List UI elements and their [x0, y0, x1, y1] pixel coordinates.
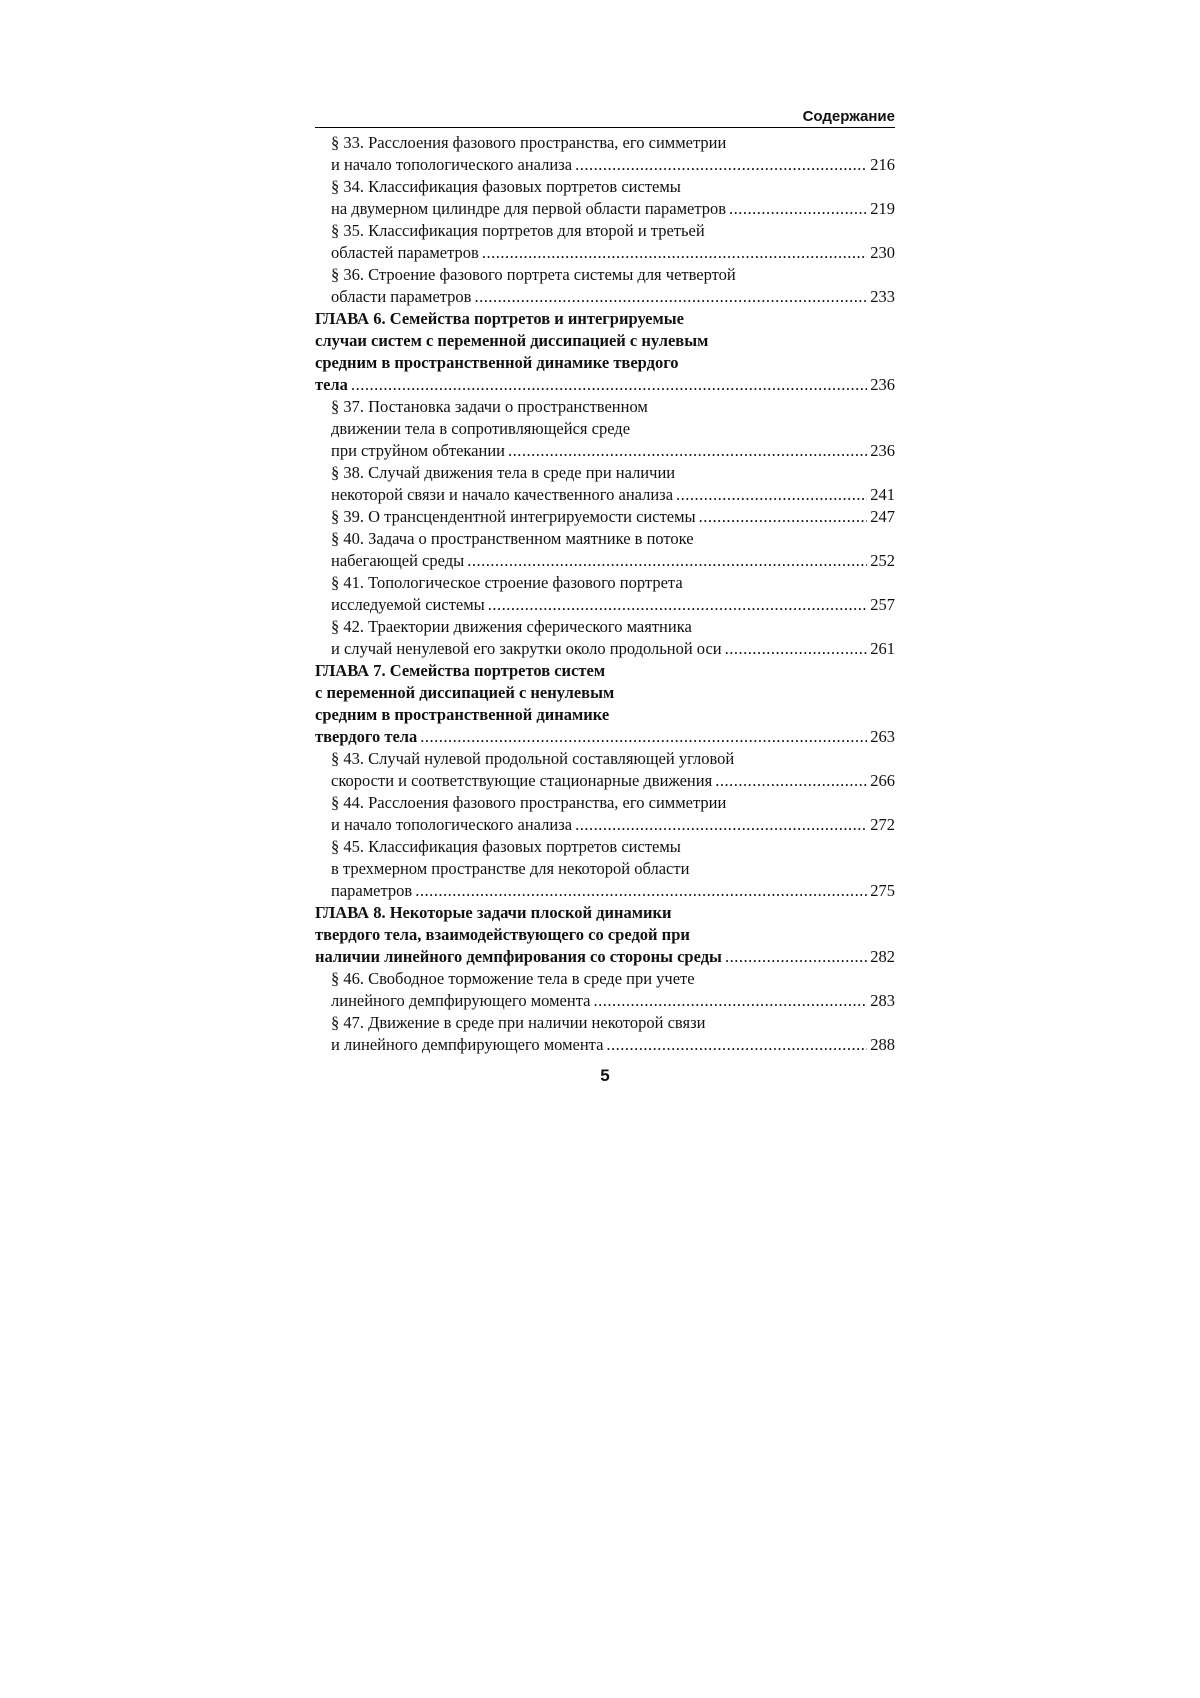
toc-entry-text: и начало топологического анализа [331, 815, 573, 834]
table-of-contents [315, 132, 895, 1056]
toc-entry-last-line [315, 242, 895, 264]
toc-entry-text: при струйном обтекании [331, 441, 505, 460]
dot-leader [351, 374, 867, 396]
toc-page-number: 230 [870, 243, 895, 262]
dot-leader [676, 484, 867, 506]
toc-entry-last-line [315, 550, 895, 572]
toc-section-entry [315, 528, 895, 572]
toc-entry-text: и линейного демпфирующего момента [331, 1035, 604, 1054]
dot-leader [508, 440, 867, 462]
dot-leader [725, 946, 867, 968]
toc-page-number: 247 [870, 507, 895, 526]
dot-leader [725, 638, 868, 660]
toc-page-number: 272 [870, 815, 895, 834]
dot-leader [606, 1034, 867, 1056]
toc-page-number: 236 [870, 441, 895, 460]
toc-section-entry [315, 792, 895, 836]
toc-entry-last-line [315, 1034, 895, 1056]
toc-chapter-entry [315, 660, 895, 748]
toc-page-number: 263 [870, 727, 895, 746]
toc-entry-last-line [315, 506, 895, 528]
dot-leader [474, 286, 867, 308]
toc-entry-last-line [315, 154, 895, 176]
toc-entry-text: набегающей среды [331, 551, 465, 570]
toc-entry-text: средним в пространственной динамике [315, 705, 610, 724]
toc-entry-text: линейного демпфирующего момента [331, 991, 591, 1010]
toc-entry-text: твердого тела, взаимодействующего со средой при [315, 925, 690, 944]
toc-entry-last-line [315, 594, 895, 616]
dot-leader [729, 198, 867, 220]
dot-leader [488, 594, 867, 616]
toc-section-entry [315, 176, 895, 220]
toc-entry-text: твердого тела [315, 727, 418, 746]
toc-entry-text: движении тела в сопротивляющейся среде [331, 419, 631, 438]
toc-page-number: 261 [870, 639, 895, 658]
toc-entry-last-line [315, 946, 895, 968]
toc-entry-last-line [315, 880, 895, 902]
toc-section-entry [315, 462, 895, 506]
toc-chapter-entry [315, 308, 895, 396]
toc-section-entry [315, 220, 895, 264]
toc-entry-text: наличии линейного демпфирования со стороны среды [315, 947, 722, 966]
toc-section-entry [315, 616, 895, 660]
toc-page-number: 216 [870, 155, 895, 174]
dot-leader [715, 770, 867, 792]
toc-entry-last-line [315, 286, 895, 308]
toc-section-entry [315, 572, 895, 616]
toc-section-entry [315, 968, 895, 1012]
toc-section-entry [315, 506, 895, 528]
toc-entry-last-line [315, 814, 895, 836]
toc-entry-text: § 43. Случай нулевой продольной составляющей угловой [331, 749, 735, 768]
page-number: 5 [600, 1066, 610, 1085]
toc-entry-text: § 44. Расслоения фазового пространства, его симметрии [331, 793, 727, 812]
toc-page-number: 257 [870, 595, 895, 614]
toc-entry-text: средним в пространственной динамике твердого [315, 353, 679, 372]
toc-entry-last-line [315, 990, 895, 1012]
toc-entry-text: и начало топологического анализа [331, 155, 573, 174]
toc-entry-text: с переменной диссипацией с ненулевым [315, 683, 615, 702]
toc-entry-text: § 39. О трансцендентной интегрируемости системы [331, 507, 696, 526]
toc-entry-text: некоторой связи и начало качественного анализа [331, 485, 674, 504]
running-head: Содержание [315, 108, 895, 128]
toc-entry-text: параметров [331, 881, 413, 900]
toc-section-entry [315, 1012, 895, 1056]
toc-section-entry [315, 132, 895, 176]
toc-page-number: 288 [870, 1035, 895, 1054]
toc-entry-last-line [315, 726, 895, 748]
toc-entry-text: § 38. Случай движения тела в среде при наличии [331, 463, 676, 482]
toc-page-number: 275 [870, 881, 895, 900]
toc-entry-text: областей параметров [331, 243, 479, 262]
dot-leader [415, 880, 867, 902]
toc-entry-last-line [315, 638, 895, 660]
toc-entry-text: § 47. Движение в среде при наличии некоторой связи [331, 1013, 706, 1032]
toc-entry-last-line [315, 484, 895, 506]
dot-leader [420, 726, 867, 748]
toc-entry-text: § 45. Классификация фазовых портретов системы [331, 837, 681, 856]
toc-entry-text: на двумерном цилиндре для первой области параметров [331, 199, 727, 218]
toc-page-number: 236 [870, 375, 895, 394]
toc-page-number: 252 [870, 551, 895, 570]
toc-page-number: 283 [870, 991, 895, 1010]
dot-leader [575, 154, 867, 176]
toc-section-entry [315, 748, 895, 792]
toc-entry-text: области параметров [331, 287, 472, 306]
toc-entry-text: ГЛАВА 7. Семейства портретов систем [315, 661, 606, 680]
toc-entry-text: § 40. Задача о пространственном маятнике в потоке [331, 529, 694, 548]
toc-entry-text: § 37. Постановка задачи о пространственном [331, 397, 648, 416]
toc-entry-text: случаи систем с переменной диссипацией с нулевым [315, 331, 709, 350]
toc-entry-text: § 34. Классификация фазовых портретов системы [331, 177, 681, 196]
toc-section-entry [315, 396, 895, 462]
toc-entry-last-line [315, 374, 895, 396]
toc-chapter-entry [315, 902, 895, 968]
dot-leader [467, 550, 867, 572]
toc-page-number: 282 [870, 947, 895, 966]
toc-entry-text: ГЛАВА 6. Семейства портретов и интегрируемые [315, 309, 684, 328]
toc-entry-text: § 36. Строение фазового портрета системы для четвертой [331, 265, 736, 284]
toc-entry-text: § 46. Свободное торможение тела в среде при учете [331, 969, 695, 988]
toc-entry-last-line [315, 440, 895, 462]
toc-page-number: 241 [870, 485, 895, 504]
toc-entry-last-line [315, 198, 895, 220]
toc-entry-text: § 41. Топологическое строение фазового портрета [331, 573, 683, 592]
toc-entry-text: § 35. Классификация портретов для второй и третьей [331, 221, 705, 240]
dot-leader [593, 990, 867, 1012]
toc-entry-text: скорости и соответствующие стационарные движения [331, 771, 713, 790]
dot-leader [699, 506, 868, 528]
toc-entry-text: и случай ненулевой его закрутки около продольной оси [331, 639, 722, 658]
toc-entry-text: тела [315, 375, 348, 394]
toc-entry-text: § 33. Расслоения фазового пространства, его симметрии [331, 133, 727, 152]
toc-entry-text: исследуемой системы [331, 595, 485, 614]
toc-page-number: 219 [870, 199, 895, 218]
toc-page-number: 233 [870, 287, 895, 306]
toc-page [315, 108, 895, 1086]
toc-entry-text: в трехмерном пространстве для некоторой области [331, 859, 690, 878]
dot-leader [482, 242, 867, 264]
toc-entry-text: ГЛАВА 8. Некоторые задачи плоской динамики [315, 903, 672, 922]
dot-leader [575, 814, 867, 836]
toc-page-number: 266 [870, 771, 895, 790]
toc-entry-text: § 42. Траектории движения сферического маятника [331, 617, 692, 636]
toc-section-entry [315, 836, 895, 902]
toc-section-entry [315, 264, 895, 308]
toc-entry-last-line [315, 770, 895, 792]
